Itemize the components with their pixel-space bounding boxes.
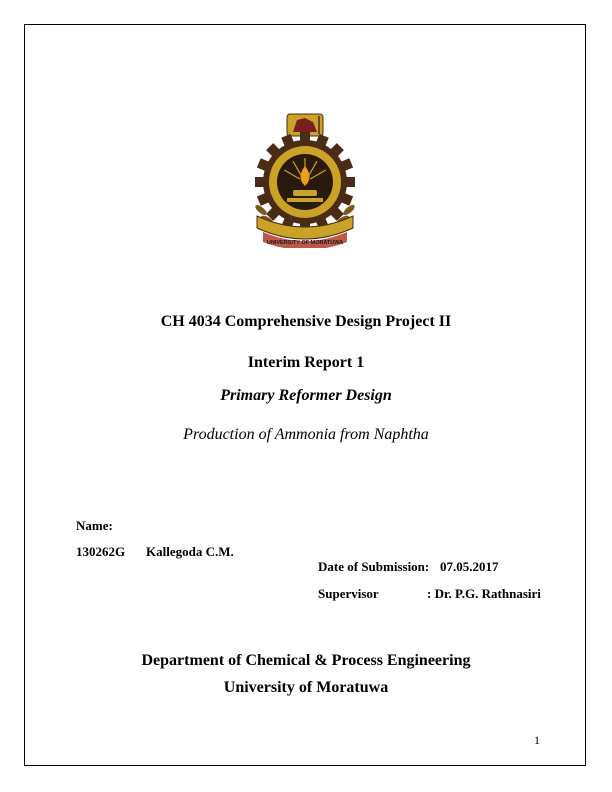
university-crest-logo [249,110,361,248]
submission-date-label: Date of Submission: [318,559,430,574]
submission-date-value: 07.05.2017 [440,559,499,574]
gear-icon [255,132,355,232]
student-id: 130262G [76,544,126,559]
ribbon-text: UNIVERSITY OF MORATUWA [266,240,344,246]
report-title: Interim Report 1 [247,354,365,371]
university-name: University of Moratuwa [223,679,389,696]
student-name: Kallegoda C.M. [146,544,234,559]
department-name: Department of Chemical & Process Engineering [141,652,471,669]
name-label: Name: [76,518,113,533]
supervisor-label: Supervisor [318,586,379,601]
course-title: CH 4034 Comprehensive Design Project II [160,313,452,330]
product-subtitle: Production of Ammonia from Naphtha [183,426,429,443]
design-title: Primary Reformer Design [220,387,392,404]
page-number: 1 [534,733,540,747]
supervisor-value: : Dr. P.G. Rathnasiri [427,586,541,601]
